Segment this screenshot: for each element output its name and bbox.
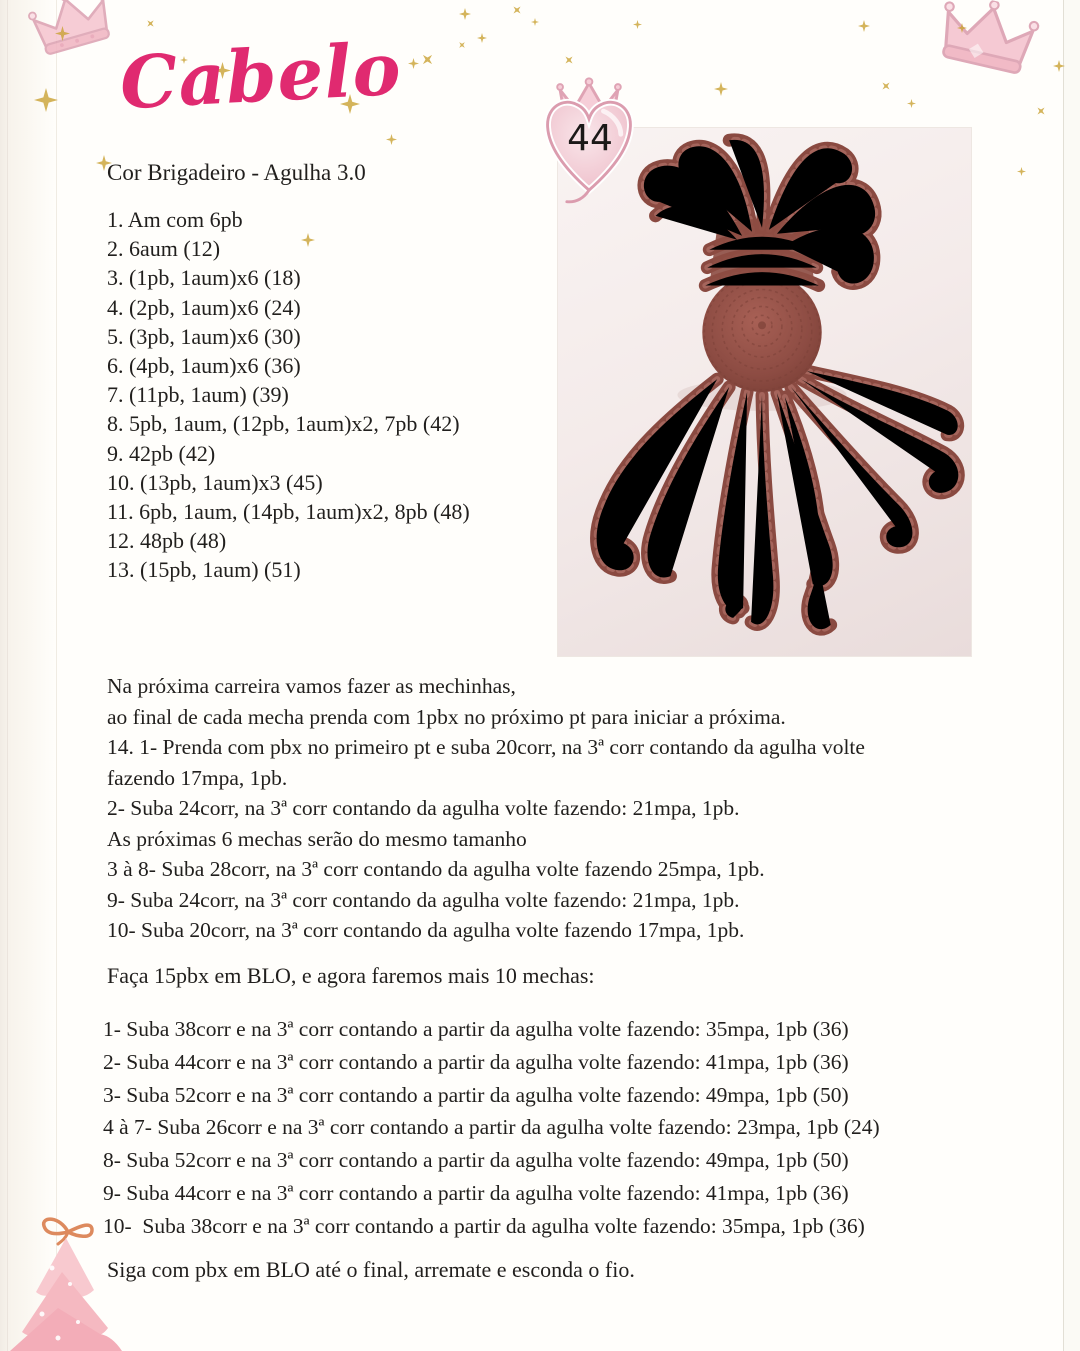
blo-note: Faça 15pbx em BLO, e agora faremos mais 10 mechas: [107,963,595,988]
mecha-line: 8- Suba 52corr e na 3ª corr contando a partir da agulha volte fazendo: 49mpa, 1pb (50) [103,1148,849,1173]
sparkle-icon [531,18,539,26]
round-line: 3. (1pb, 1aum)x6 (18) [107,265,301,291]
instruction-line: 14. 1- Prenda com pbx no primeiro pt e suba 20corr, na 3ª corr contando da agulha volte [107,735,865,759]
round-line: 12. 48pb (48) [107,528,227,554]
round-line: 10. (13pb, 1aum)x3 (45) [107,469,323,495]
sparkle-icon [477,33,487,43]
sparkle-icon [456,39,467,50]
rounds-list [107,205,470,585]
instruction-line: As próximas 6 mechas serão do mesmo tamanho [107,826,527,851]
sparkle-icon [879,79,893,93]
sparkle-icon [633,20,642,29]
round-line: 6. (4pb, 1aum)x6 (36) [107,353,301,379]
page-title: Cabelo [117,25,404,126]
instruction-line: Na próxima carreira vamos fazer as mechinhas, [107,674,516,698]
mechas-list [103,1013,880,1243]
mecha-line: 10- Suba 38corr e na 3ª corr contando a partir da agulha volte fazendo: 35mpa, 1pb (36) [103,1213,865,1238]
round-line: 7. (11pb, 1aum) (39) [107,382,289,408]
crown-icon [926,0,1048,85]
sparkle-icon [408,58,419,69]
instruction-line: 9- Suba 24corr, na 3ª corr contando da agulha volte fazendo: 21mpa, 1pb. [107,887,740,912]
sparkle-icon [562,53,576,67]
sparkle-icon [907,99,916,108]
sparkle-icon [144,17,157,30]
mecha-line: 3- Suba 52corr e na 3ª corr contando a partir da agulha volte fazendo: 49mpa, 1pb (50) [103,1082,849,1107]
round-line: 5. (3pb, 1aum)x6 (30) [107,323,301,349]
mecha-line: 4 à 7- Suba 26corr e na 3ª corr contando a partir da agulha volte fazendo: 23mpa, 1pb (24) [103,1115,880,1140]
sparkle-icon [1017,167,1026,176]
page-right-edge-line [1063,0,1064,1351]
sparkle-icon [386,134,397,145]
crown-icon [21,0,123,65]
sparkle-icon [858,20,870,32]
page-left-edge [0,0,57,1351]
instruction-line: ao final de cada mecha prenda com 1pbx no próximo pt para iniciar a próxima. [107,704,786,729]
round-line: 9. 42pb (42) [107,440,216,466]
round-line: 1. Am com 6pb [107,207,243,232]
yarn-color-subtitle: Cor Brigadeiro - Agulha 3.0 [107,160,366,185]
round-line: 8. 5pb, 1aum, (12pb, 1aum)x2, 7pb (42) [107,411,460,437]
mecha-line: 2- Suba 44corr e na 3ª corr contando a partir da agulha volte fazendo: 41mpa, 1pb (36) [103,1049,849,1074]
round-line: 11. 6pb, 1aum, (14pb, 1aum)x2, 8pb (48) [107,499,470,525]
mechinhas-instructions [107,671,865,946]
mecha-line: 1- Suba 38corr e na 3ª corr contando a partir da agulha volte fazendo: 35mpa, 1pb (36) [103,1017,849,1041]
round-line: 13. (15pb, 1aum) (51) [107,557,301,583]
sparkle-icon [714,82,728,96]
closing-note: Siga com pbx em BLO até o final, arremate e esconda o fio. [107,1257,635,1282]
sparkle-icon [418,50,436,68]
christmas-tree-icon [0,1210,145,1351]
instruction-line: 10- Suba 20corr, na 3ª corr contando da agulha volte fazendo 17mpa, 1pb. [107,918,745,942]
round-line: 4. (2pb, 1aum)x6 (24) [107,294,301,320]
page-number: 44 [567,118,613,159]
instruction-line: 2- Suba 24corr, na 3ª corr contando da agulha volte fazendo: 21mpa, 1pb. [107,796,740,820]
instruction-line: 3 à 8- Suba 28corr, na 3ª corr contando da agulha volte fazendo 25mpa, 1pb. [107,857,765,881]
sparkle-icon [510,3,524,17]
mecha-line: 9- Suba 44corr e na 3ª corr contando a partir da agulha volte fazendo: 41mpa, 1pb (36) [103,1180,849,1205]
round-line: 2. 6aum (12) [107,236,221,262]
sparkle-icon [1034,104,1048,118]
sparkle-icon [459,8,471,20]
page-right-margin [1064,0,1080,1351]
instruction-line: fazendo 17mpa, 1pb. [107,765,288,790]
